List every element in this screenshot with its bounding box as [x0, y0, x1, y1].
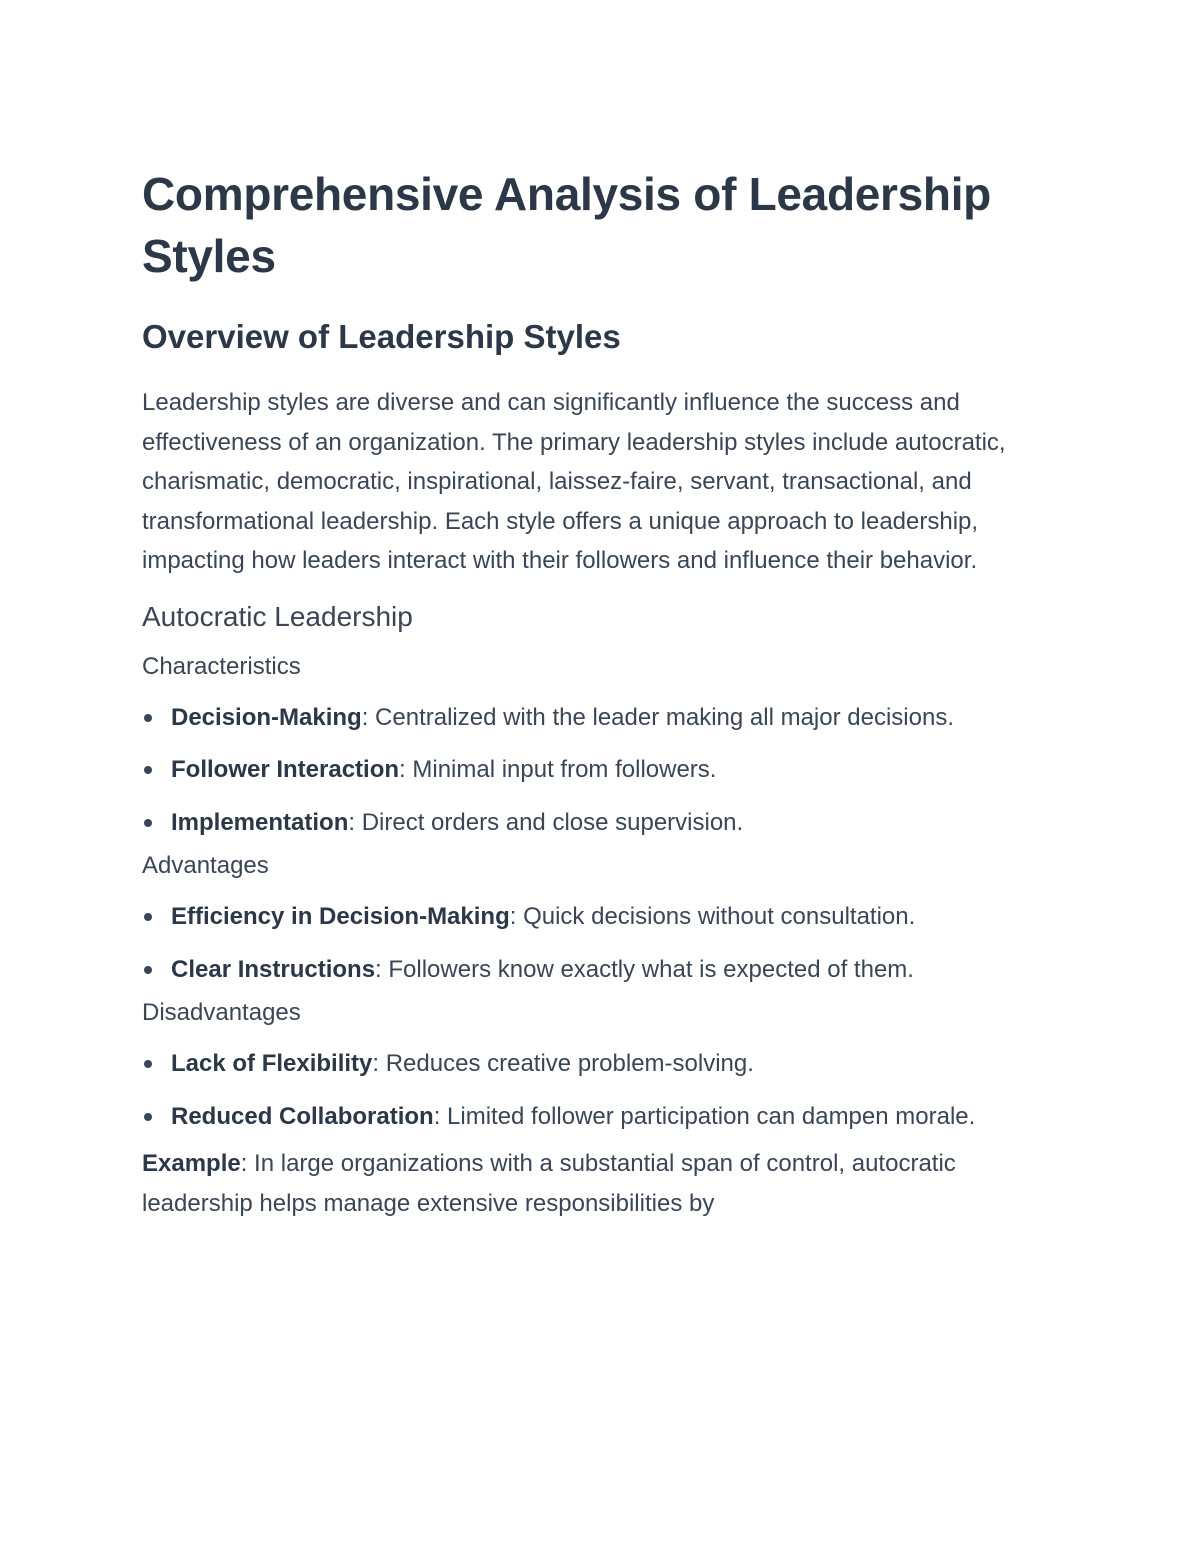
overview-paragraph: Leadership styles are diverse and can significantly influence the success and effectiveness of an organization. The primary leadership styles include autocratic, charismatic, democratic, inspirational, laissez-faire, servant, transactional, and transformational leadership. Each style offers a unique approach to leadership, impacting how leaders interact with their followers and influence their behavior.: [142, 389, 1006, 574]
item-text: : Quick decisions without consultation.: [509, 903, 916, 930]
list-item: [142, 803, 1072, 843]
item-text: : Limited follower participation can dampen morale.: [433, 1102, 976, 1130]
disadvantages-list: [142, 1044, 1072, 1136]
bullet-icon: [144, 714, 152, 722]
example-text: : In large organizations with a substantial span of control, autocratic leadership helps manage extensive responsibilities by: [142, 1150, 956, 1217]
example-paragraph: [142, 1144, 1072, 1223]
item-term: Implementation: [171, 808, 349, 836]
item-term: Decision-Making: [171, 703, 362, 731]
characteristics-list: [142, 698, 1072, 843]
item-term: Follower Interaction: [171, 756, 400, 783]
list-item: [142, 1097, 1072, 1137]
item-text: : Reduces creative problem-solving.: [372, 1050, 754, 1077]
bullet-icon: [144, 1060, 152, 1068]
list-item: [142, 1044, 1072, 1084]
item-text: : Followers know exactly what is expected of them.: [375, 955, 914, 983]
item-term: Clear Instructions: [171, 955, 376, 983]
characteristics-heading: Characteristics: [142, 652, 301, 680]
list-item: [142, 897, 1072, 937]
bullet-icon: [144, 766, 152, 774]
document-page: [142, 163, 1072, 1223]
overview-heading: Overview of Leadership Styles: [142, 318, 621, 355]
list-item: [142, 950, 1072, 990]
item-text: : Direct orders and close supervision.: [348, 808, 744, 836]
list-item: [142, 698, 1072, 738]
bullet-icon: [144, 913, 152, 921]
disadvantages-heading: Disadvantages: [142, 999, 301, 1026]
item-term: Efficiency in Decision-Making: [171, 903, 510, 930]
bullet-icon: [144, 1113, 152, 1121]
example-term: Example: [142, 1150, 241, 1177]
bullet-icon: [144, 966, 152, 974]
advantages-heading: Advantages: [142, 852, 269, 879]
document-title: Comprehensive Analysis of Leadership Styles: [142, 168, 991, 282]
item-text: : Centralized with the leader making all major decisions.: [361, 703, 954, 731]
item-text: : Minimal input from followers.: [399, 756, 717, 783]
item-term: Reduced Collaboration: [171, 1102, 434, 1130]
bullet-icon: [144, 819, 152, 827]
autocratic-heading: Autocratic Leadership: [142, 600, 413, 632]
advantages-list: [142, 897, 1072, 989]
list-item: [142, 750, 1072, 790]
item-term: Lack of Flexibility: [171, 1050, 373, 1077]
